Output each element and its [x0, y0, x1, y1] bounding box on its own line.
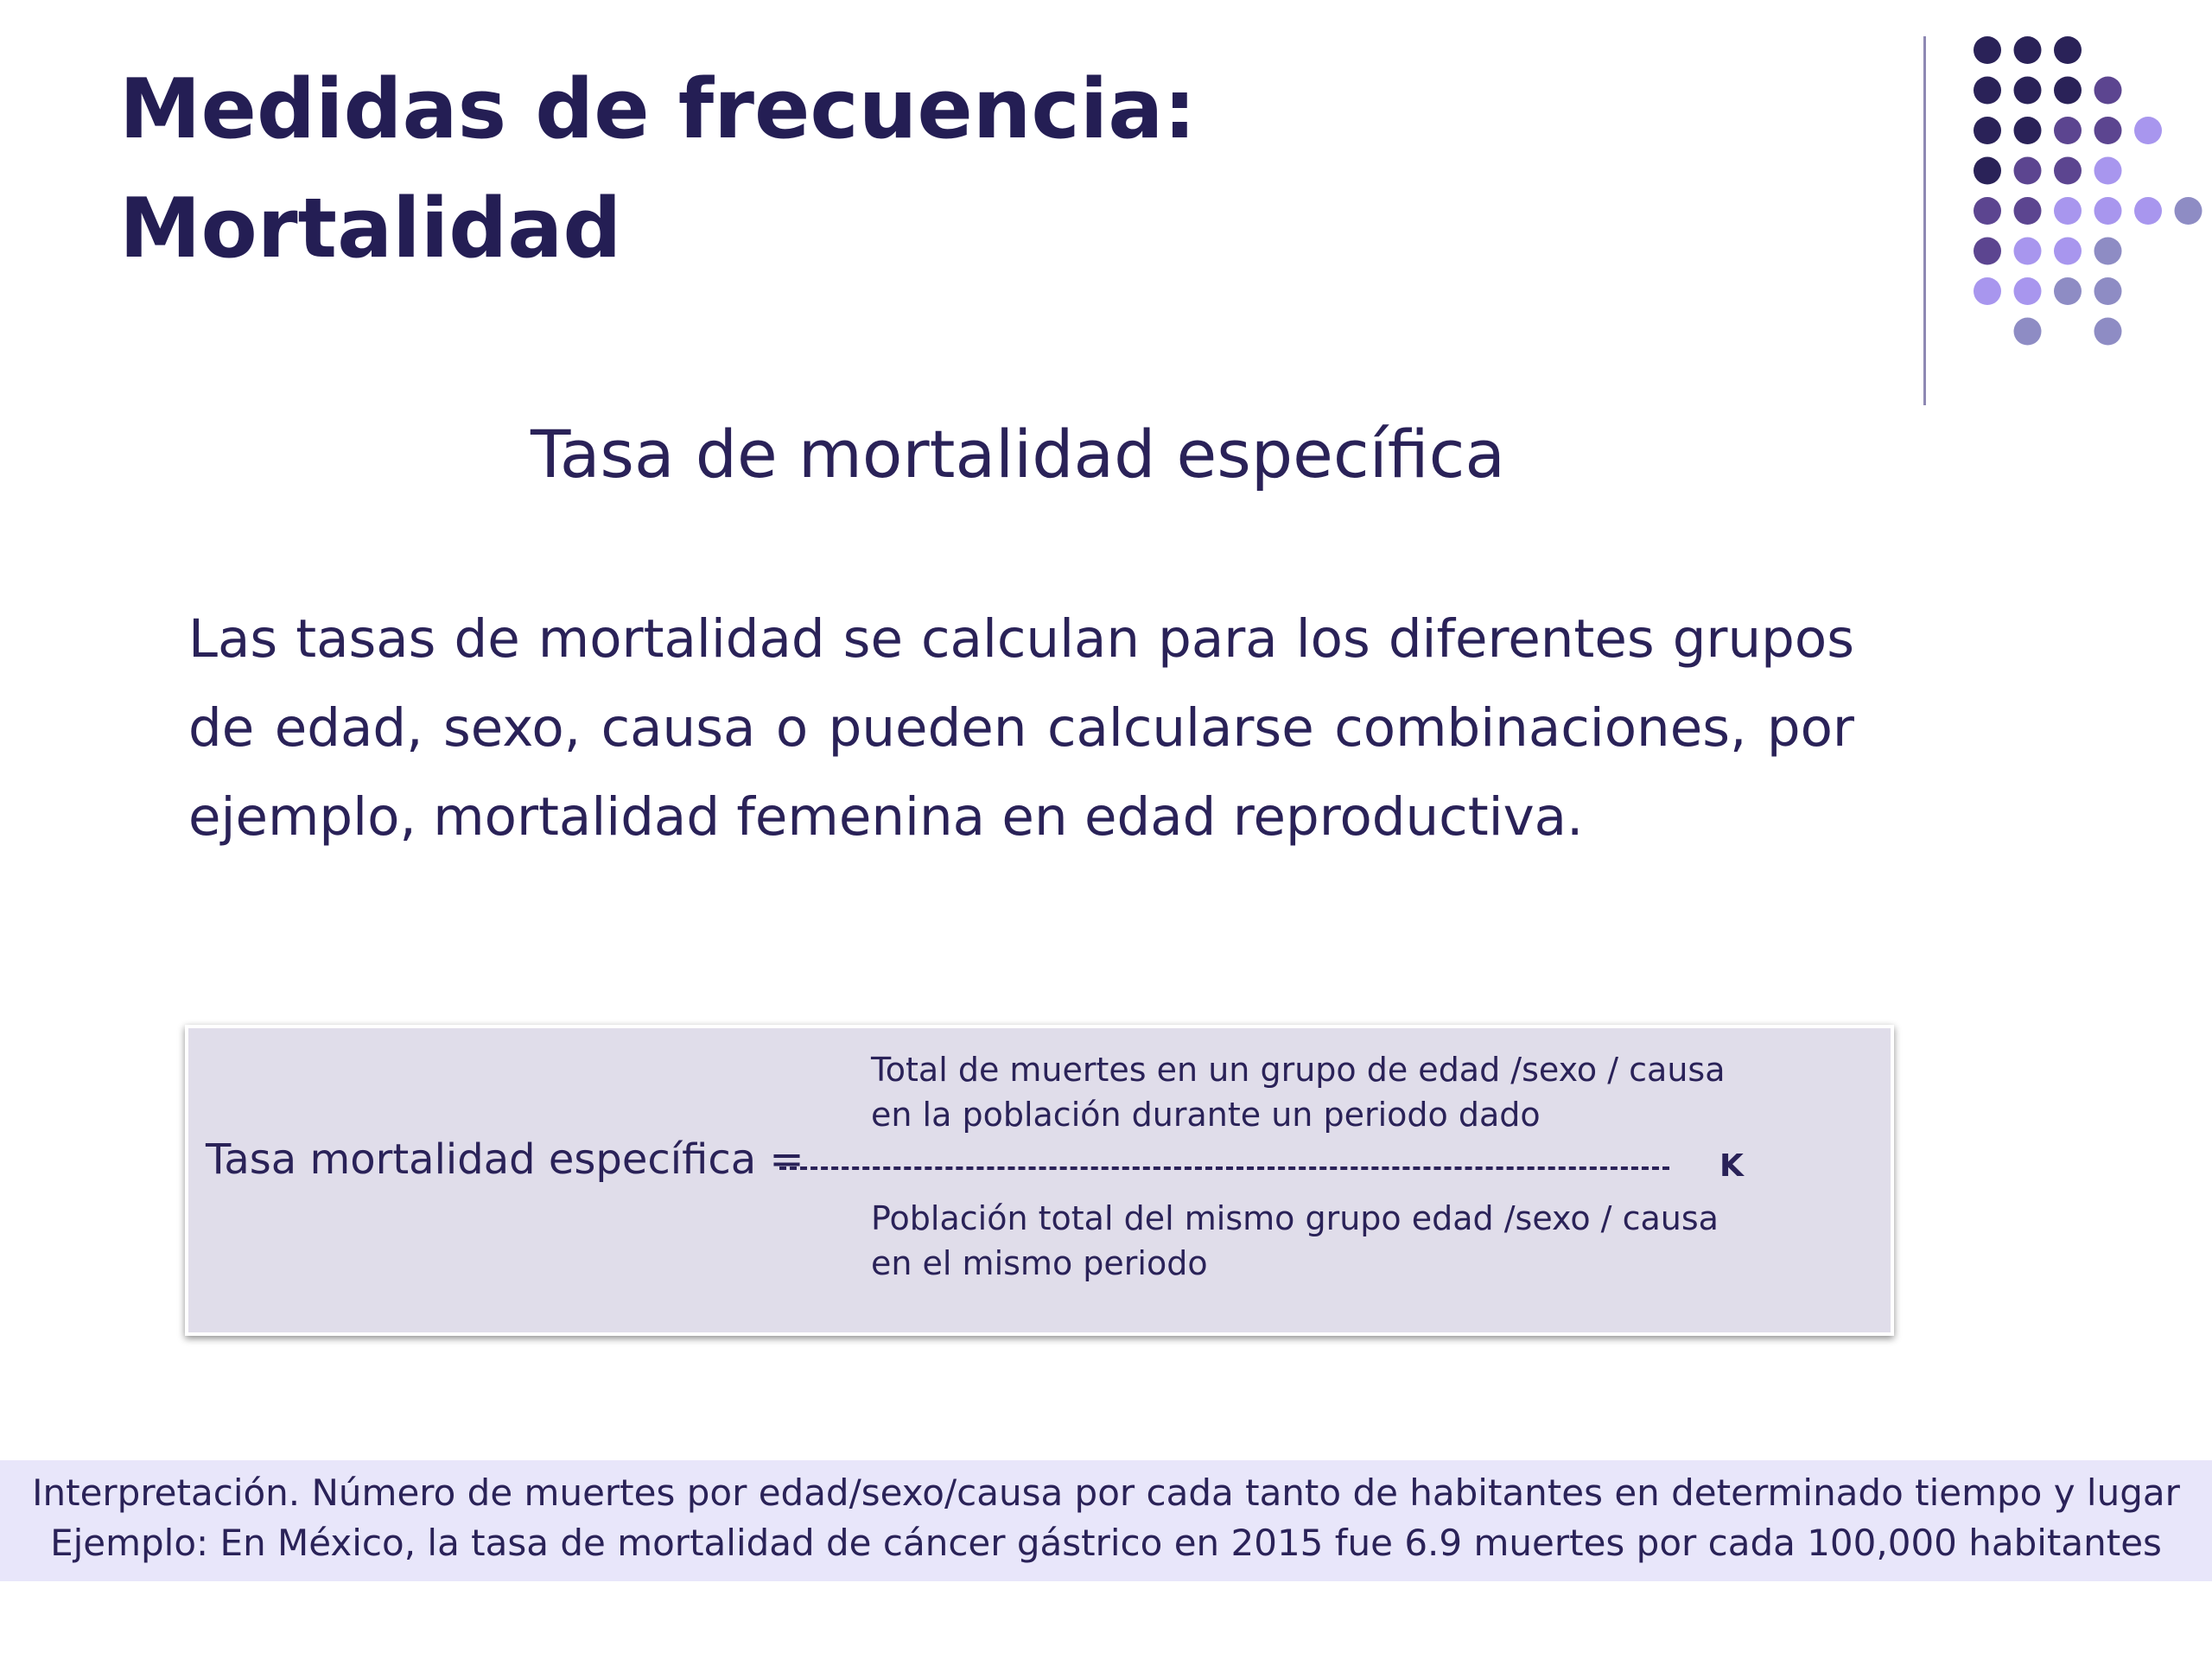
formula-numerator [871, 1047, 1725, 1137]
decorative-dot [2175, 197, 2202, 225]
decorative-dot [2014, 36, 2042, 64]
numerator-line-1: Total de muertes en un grupo de edad /sexo / causa [871, 1051, 1726, 1089]
decorative-dot [1974, 77, 2001, 105]
decorative-dot [2054, 157, 2082, 185]
decorative-dot [2014, 157, 2042, 185]
decorative-dot [2014, 238, 2042, 265]
formula-left-side: Tasa mortalidad específica = [206, 1135, 804, 1184]
decorative-dot [2094, 117, 2122, 144]
decorative-dot [2014, 197, 2042, 225]
footer-banner [0, 1460, 2212, 1581]
decorative-dot [2014, 318, 2042, 346]
decorative-dot [2134, 117, 2162, 144]
slide-subtitle: Tasa de mortalidad específica [531, 416, 1505, 493]
title-line-1: Medidas de frecuencia: [119, 62, 1197, 157]
decorative-dot [1974, 277, 2001, 305]
decorative-dot [2054, 77, 2082, 105]
decorative-dot [2094, 277, 2122, 305]
footer-interpretation: Interpretación. Número de muertes por edad/sexo/causa por cada tanto de habitantes en determinado tiempo y lugar [32, 1471, 2180, 1514]
decorative-dot [2014, 277, 2042, 305]
formula-k-constant: K [1719, 1148, 1744, 1184]
decorative-vertical-divider [1923, 36, 1926, 405]
decorative-dot [2054, 277, 2082, 305]
decorative-dot [2054, 238, 2082, 265]
title-line-2: Mortalidad [119, 181, 622, 276]
body-paragraph: Las tasas de mortalidad se calculan para los diferentes grupos de edad, sexo, causa o pueden calcularse combinaciones, por ejemplo, mortalidad femenina en edad reproductiva. [188, 608, 1854, 848]
formula-box [185, 1025, 1894, 1336]
decorative-dot [2014, 77, 2042, 105]
decorative-dot [1974, 197, 2001, 225]
decorative-dot [1974, 36, 2001, 64]
decorative-dot [1974, 117, 2001, 144]
decorative-dot [2094, 157, 2122, 185]
decorative-dot [2014, 117, 2042, 144]
decorative-dot [2054, 117, 2082, 144]
decorative-dot [2094, 318, 2122, 346]
decorative-dot [1974, 157, 2001, 185]
footer-example: Ejemplo: En México, la tasa de mortalidad de cáncer gástrico en 2015 fue 6.9 muertes por cada 100,000 habitantes [50, 1522, 2162, 1564]
decorative-dot [2094, 238, 2122, 265]
decorative-dot [2054, 36, 2082, 64]
slide-title [119, 50, 1196, 289]
formula-denominator [871, 1196, 1719, 1286]
fraction-dashed-line [779, 1166, 1669, 1170]
numerator-line-2: en la población durante un periodo dado [871, 1096, 1541, 1134]
decorative-dot [2054, 197, 2082, 225]
decorative-dot [1974, 238, 2001, 265]
denominator-line-2: en el mismo periodo [871, 1244, 1208, 1282]
decorative-dot [2094, 197, 2122, 225]
decorative-dot [2094, 77, 2122, 105]
denominator-line-1: Población total del mismo grupo edad /sexo / causa [871, 1199, 1719, 1237]
decorative-dot [2134, 197, 2162, 225]
